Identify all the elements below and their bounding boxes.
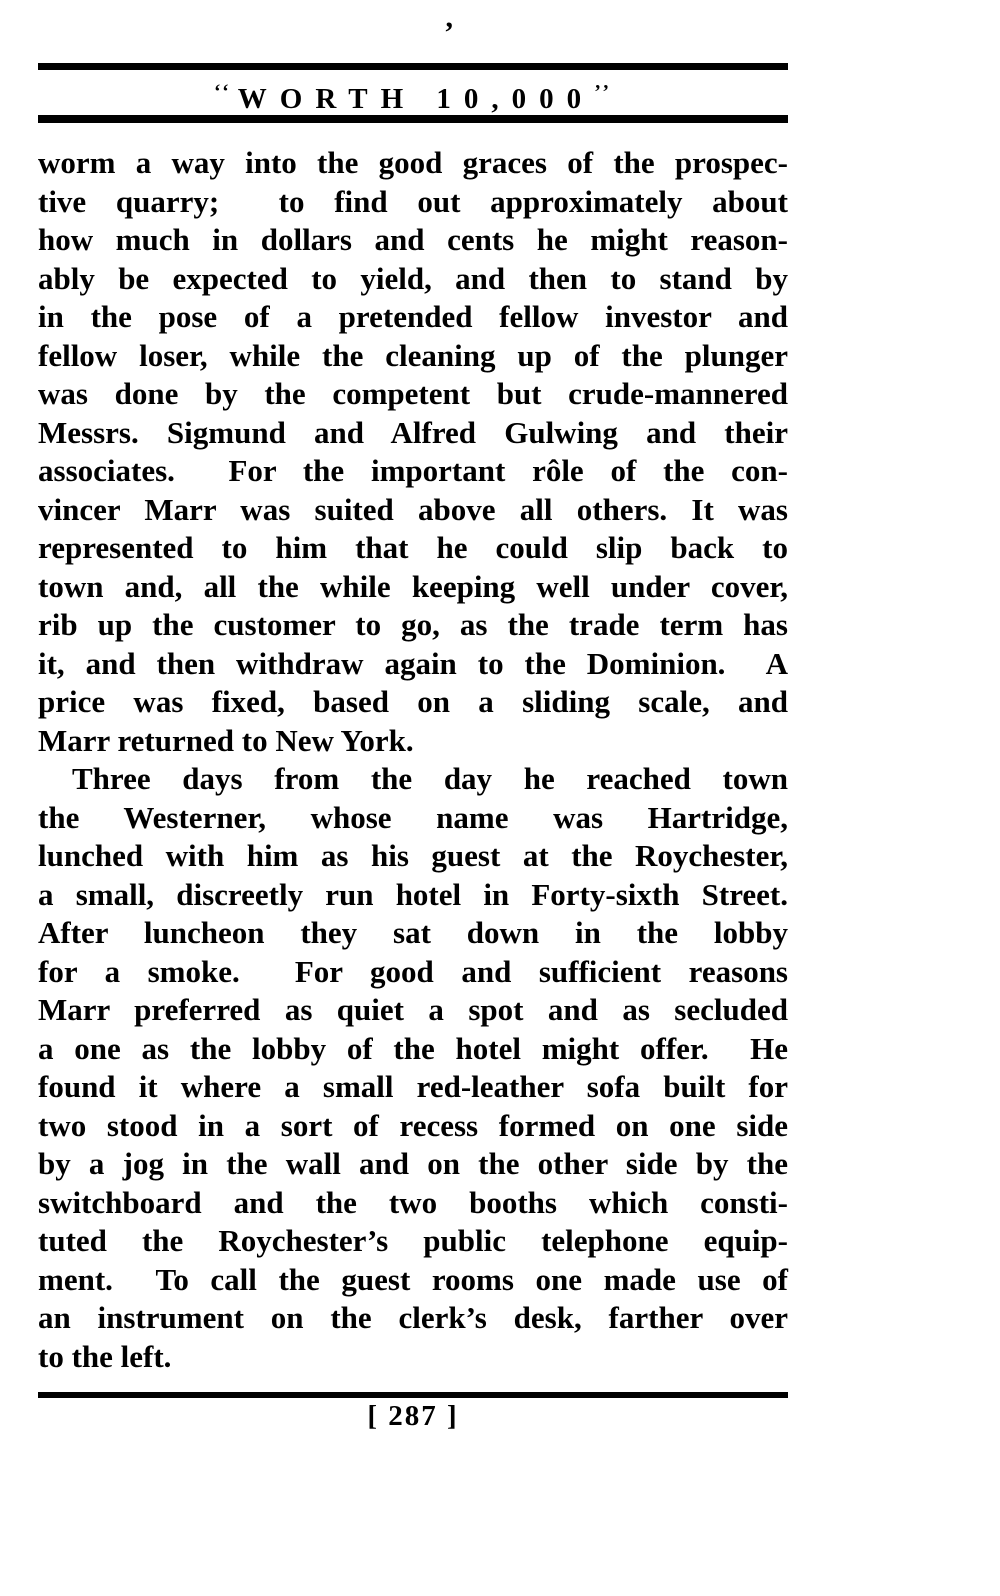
body-text xyxy=(38,144,788,1376)
title-open-quotes: ‘‘ xyxy=(213,81,232,103)
text-line: switchboard and the two booths which consti- xyxy=(38,1184,788,1220)
page-title: WORTH 10,000 xyxy=(237,83,595,115)
text-line: Marr returned to New York. xyxy=(38,722,414,758)
text-line: worm a way into the good graces of the prospec- xyxy=(38,145,788,180)
running-head xyxy=(38,70,788,115)
text-line: tuted the Roychester’s public telephone equip- xyxy=(38,1223,788,1258)
header-rule-bottom xyxy=(38,115,788,123)
text-line: ably be expected to yield, and then to stand by xyxy=(38,260,788,296)
text-line: represented to him that he could slip back to xyxy=(38,530,788,565)
text-line: After luncheon they sat down in the lobby xyxy=(38,915,788,950)
text-line: a small, discreetly run hotel in Forty-sixth Street. xyxy=(38,876,788,912)
text-line: tive quarry; to find out approximately about xyxy=(38,183,788,219)
text-line: for a smoke. For good and sufficient reasons xyxy=(38,953,788,989)
text-line: in the pose of a pretended fellow investor and xyxy=(38,299,788,334)
text-line: an instrument on the clerk’s desk, farther over xyxy=(38,1300,788,1335)
text-line: a one as the lobby of the hotel might offer. He xyxy=(38,1030,788,1066)
text-line: it, and then withdraw again to the Dominion. A xyxy=(38,645,788,681)
text-line: town and, all the while keeping well under cover, xyxy=(38,568,788,604)
text-line: ment. To call the guest rooms one made use of xyxy=(38,1261,788,1297)
text-line: lunched with him as his guest at the Roychester, xyxy=(38,838,788,873)
title-close-quotes: ’’ xyxy=(594,81,613,103)
text-line: was done by the competent but crude-mannered xyxy=(38,376,788,411)
text-line: Messrs. Sigmund and Alfred Gulwing and their xyxy=(38,414,788,450)
text-line: found it where a small red-leather sofa built for xyxy=(38,1069,788,1104)
text-line: rib up the customer to go, as the trade term has xyxy=(38,607,788,642)
text-line: how much in dollars and cents he might reason- xyxy=(38,222,788,257)
page-number: [ 287 ] xyxy=(367,1400,459,1432)
text-line: Marr preferred as quiet a spot and as secluded xyxy=(38,992,788,1027)
text-line: price was fixed, based on a sliding scale, and xyxy=(38,684,788,719)
stray-ink-mark: ’ xyxy=(444,16,454,49)
header-rule-top xyxy=(38,63,788,70)
text-line: fellow loser, while the cleaning up of the plunger xyxy=(38,337,788,373)
text-line: associates. For the important rôle of the con- xyxy=(38,453,788,488)
text-line: by a jog in the wall and on the other side by the xyxy=(38,1146,788,1181)
text-line: vincer Marr was suited above all others. It was xyxy=(38,491,788,527)
text-line: two stood in a sort of recess formed on one side xyxy=(38,1107,788,1143)
text-line: the Westerner, whose name was Hartridge, xyxy=(38,799,788,835)
footer-rule xyxy=(38,1392,788,1398)
text-line: to the left. xyxy=(38,1338,172,1374)
text-line: Three days from the day he reached town xyxy=(72,761,788,796)
